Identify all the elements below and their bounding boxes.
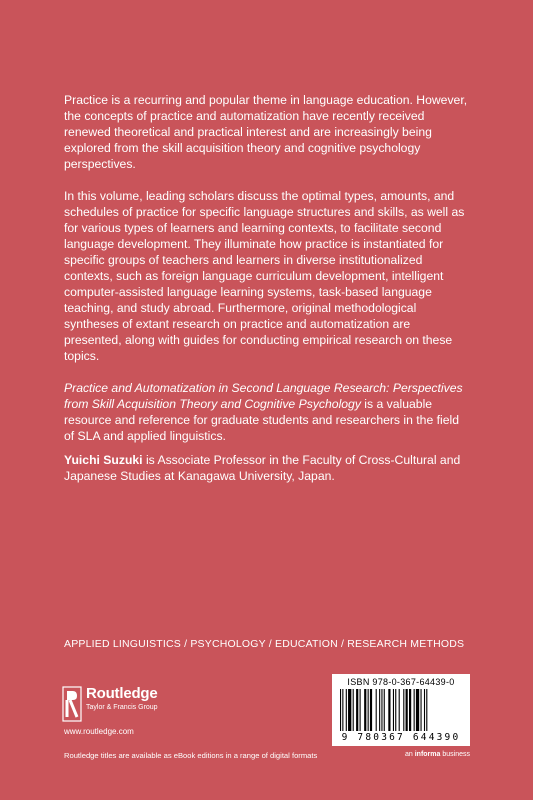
author-bio-text: is Associate Professor in the Faculty of Cross-Cultural and Japanese Studies at Kanagawa University, Japan.	[64, 453, 461, 483]
description-paragraph-2: In this volume, leading scholars discuss the optimal types, amounts, and schedules of practice for specific language structures and skills, as well as for various types of learners and learning contexts, to facilitate second language development. They illuminate how practice is instantiated for specific groups of teachers and learners in diverse institutionalized contexts, such as foreign language curriculum development, intelligent computer-assisted language learning systems, task-based language teaching, and study abroad. Furthermore, original methodological syntheses of extant research on practice and automatization are presented, along with guides for conducting empirical research on these topics.	[64, 189, 465, 363]
subject-categories: APPLIED LINGUISTICS / PSYCHOLOGY / EDUCATION / RESEARCH METHODS	[64, 638, 465, 650]
description-paragraph-1: Practice is a recurring and popular theme in language education. However, the concepts of practice and automatization have recently received renewed theoretical and practical interest and are increasingly being explored from the skill acquisition theory and cognitive psychology perspectives.	[64, 93, 468, 171]
isbn-number: ISBN 978-0-367-64439-0	[347, 677, 455, 687]
barcode-icon	[338, 689, 464, 731]
informa-suffix: business	[440, 751, 470, 758]
publisher-logo	[62, 686, 158, 722]
book-description	[64, 92, 469, 444]
author-name: Yuichi Suzuki	[64, 453, 143, 467]
informa-note	[405, 751, 470, 758]
informa-prefix: an	[405, 751, 415, 758]
description-paragraph-3	[64, 380, 469, 444]
description-paragraph-3-rest: is a valuable resource and reference for graduate students and researchers in the field of SLA and applied linguistics.	[64, 397, 459, 443]
author-bio	[64, 452, 469, 484]
barcode-digits: 9 780367 644390	[341, 732, 461, 743]
barcode-block	[332, 674, 470, 746]
publisher-name: Routledge	[86, 685, 158, 702]
publisher-group: Taylor & Francis Group	[86, 704, 158, 711]
publisher-url: www.routledge.com	[64, 727, 134, 736]
informa-brand: informa	[414, 751, 441, 758]
ebook-note: Routledge titles are available as eBook editions in a range of digital formats	[64, 751, 318, 760]
routledge-logo-icon	[62, 686, 82, 722]
book-title-italic: Practice and Automatization in Second Language Research: Perspectives from Skill Acquisition Theory and Cognitive Psychology	[64, 381, 463, 411]
